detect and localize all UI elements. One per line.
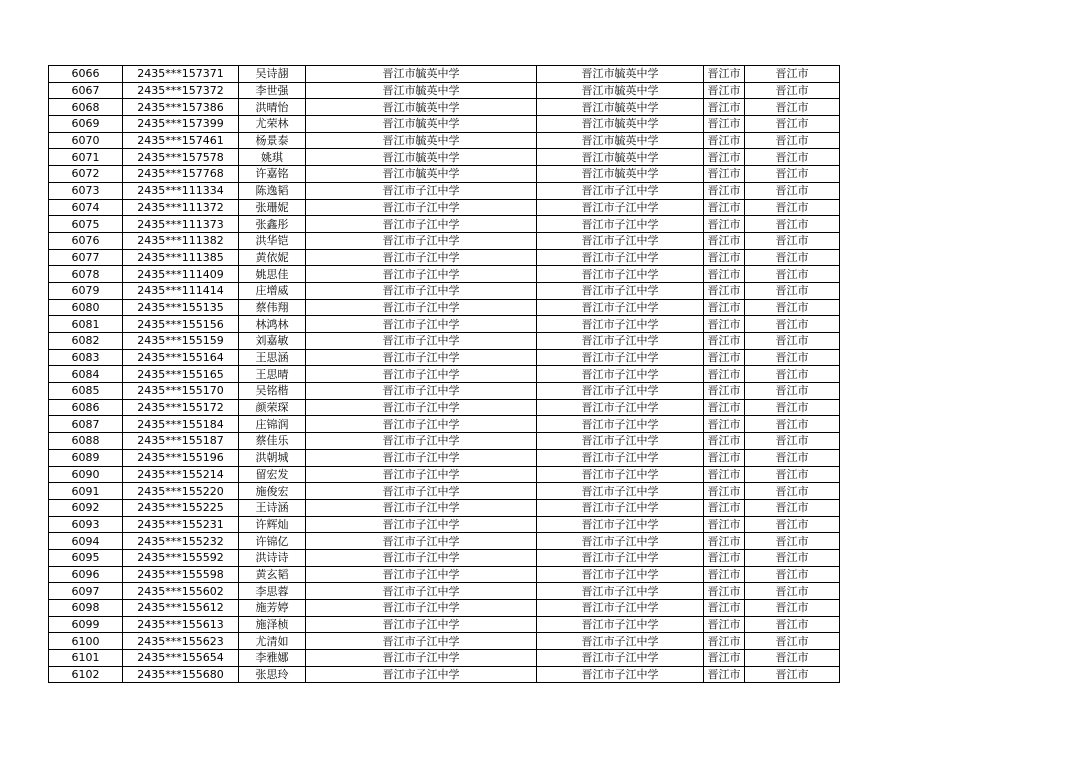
- id-cell: 2435***155613: [123, 616, 239, 633]
- city-cell: 晋江市: [745, 600, 840, 617]
- school-cell: 晋江市子江中学: [537, 499, 704, 516]
- city-cell: 晋江市: [745, 149, 840, 166]
- name-cell: 林鸿林: [239, 316, 306, 333]
- seq-cell: 6066: [49, 66, 123, 83]
- id-cell: 2435***155172: [123, 399, 239, 416]
- id-cell: 2435***111334: [123, 182, 239, 199]
- city-cell: 晋江市: [745, 516, 840, 533]
- school-cell: 晋江市子江中学: [537, 366, 704, 383]
- seq-cell: 6087: [49, 416, 123, 433]
- id-cell: 2435***155623: [123, 633, 239, 650]
- name-cell: 颜荣琛: [239, 399, 306, 416]
- city-cell: 晋江市: [704, 82, 745, 99]
- school-cell: 晋江市子江中学: [306, 383, 537, 400]
- school-cell: 晋江市毓英中学: [306, 132, 537, 149]
- school-cell: 晋江市子江中学: [537, 383, 704, 400]
- name-cell: 王思晴: [239, 366, 306, 383]
- city-cell: 晋江市: [704, 449, 745, 466]
- school-cell: 晋江市毓英中学: [537, 66, 704, 83]
- school-cell: 晋江市毓英中学: [306, 82, 537, 99]
- school-cell: 晋江市毓英中学: [537, 82, 704, 99]
- school-cell: 晋江市毓英中学: [306, 99, 537, 116]
- name-cell: 姚琪: [239, 149, 306, 166]
- name-cell: 尤荣林: [239, 116, 306, 133]
- document-sheet: [48, 65, 840, 683]
- city-cell: 晋江市: [745, 182, 840, 199]
- table-row: [49, 549, 840, 566]
- table-row: [49, 266, 840, 283]
- school-cell: 晋江市子江中学: [306, 483, 537, 500]
- roster-table-body: [49, 66, 840, 683]
- table-row: [49, 650, 840, 667]
- city-cell: 晋江市: [704, 466, 745, 483]
- seq-cell: 6095: [49, 549, 123, 566]
- school-cell: 晋江市子江中学: [306, 399, 537, 416]
- school-cell: 晋江市子江中学: [537, 349, 704, 366]
- school-cell: 晋江市子江中学: [306, 416, 537, 433]
- school-cell: 晋江市子江中学: [537, 266, 704, 283]
- id-cell: 2435***155220: [123, 483, 239, 500]
- school-cell: 晋江市子江中学: [306, 333, 537, 350]
- school-cell: 晋江市毓英中学: [306, 66, 537, 83]
- name-cell: 李世强: [239, 82, 306, 99]
- name-cell: 王诗涵: [239, 499, 306, 516]
- school-cell: 晋江市子江中学: [537, 232, 704, 249]
- school-cell: 晋江市子江中学: [537, 449, 704, 466]
- table-row: [49, 516, 840, 533]
- school-cell: 晋江市子江中学: [306, 666, 537, 683]
- city-cell: 晋江市: [745, 232, 840, 249]
- city-cell: 晋江市: [745, 466, 840, 483]
- city-cell: 晋江市: [704, 149, 745, 166]
- school-cell: 晋江市子江中学: [537, 216, 704, 233]
- table-row: [49, 499, 840, 516]
- seq-cell: 6081: [49, 316, 123, 333]
- city-cell: 晋江市: [704, 666, 745, 683]
- id-cell: 2435***111382: [123, 232, 239, 249]
- table-row: [49, 433, 840, 450]
- name-cell: 尤清如: [239, 633, 306, 650]
- school-cell: 晋江市子江中学: [537, 399, 704, 416]
- city-cell: 晋江市: [745, 349, 840, 366]
- table-row: [49, 333, 840, 350]
- id-cell: 2435***157399: [123, 116, 239, 133]
- table-row: [49, 600, 840, 617]
- table-row: [49, 583, 840, 600]
- city-cell: 晋江市: [745, 483, 840, 500]
- city-cell: 晋江市: [704, 349, 745, 366]
- name-cell: 庄增威: [239, 282, 306, 299]
- school-cell: 晋江市子江中学: [537, 566, 704, 583]
- school-cell: 晋江市子江中学: [537, 483, 704, 500]
- seq-cell: 6079: [49, 282, 123, 299]
- name-cell: 许辉灿: [239, 516, 306, 533]
- school-cell: 晋江市子江中学: [537, 533, 704, 550]
- city-cell: 晋江市: [745, 99, 840, 116]
- roster-table: [48, 65, 840, 683]
- name-cell: 张珊妮: [239, 199, 306, 216]
- city-cell: 晋江市: [745, 399, 840, 416]
- name-cell: 许锦亿: [239, 533, 306, 550]
- table-row: [49, 282, 840, 299]
- seq-cell: 6082: [49, 333, 123, 350]
- school-cell: 晋江市子江中学: [537, 466, 704, 483]
- city-cell: 晋江市: [704, 216, 745, 233]
- table-row: [49, 216, 840, 233]
- name-cell: 黄依妮: [239, 249, 306, 266]
- city-cell: 晋江市: [745, 666, 840, 683]
- seq-cell: 6102: [49, 666, 123, 683]
- table-row: [49, 66, 840, 83]
- name-cell: 洪晴怡: [239, 99, 306, 116]
- name-cell: 蔡伟翔: [239, 299, 306, 316]
- seq-cell: 6098: [49, 600, 123, 617]
- id-cell: 2435***155196: [123, 449, 239, 466]
- table-row: [49, 666, 840, 683]
- id-cell: 2435***111385: [123, 249, 239, 266]
- name-cell: 刘嘉敏: [239, 333, 306, 350]
- table-row: [49, 399, 840, 416]
- name-cell: 吴诗翓: [239, 66, 306, 83]
- school-cell: 晋江市子江中学: [306, 466, 537, 483]
- name-cell: 李思蓉: [239, 583, 306, 600]
- id-cell: 2435***157386: [123, 99, 239, 116]
- city-cell: 晋江市: [745, 266, 840, 283]
- school-cell: 晋江市子江中学: [537, 433, 704, 450]
- seq-cell: 6068: [49, 99, 123, 116]
- school-cell: 晋江市子江中学: [306, 433, 537, 450]
- school-cell: 晋江市子江中学: [537, 666, 704, 683]
- table-row: [49, 383, 840, 400]
- city-cell: 晋江市: [745, 66, 840, 83]
- city-cell: 晋江市: [745, 549, 840, 566]
- table-row: [49, 232, 840, 249]
- school-cell: 晋江市子江中学: [537, 616, 704, 633]
- table-row: [49, 566, 840, 583]
- city-cell: 晋江市: [745, 633, 840, 650]
- table-row: [49, 249, 840, 266]
- seq-cell: 6091: [49, 483, 123, 500]
- table-row: [49, 416, 840, 433]
- id-cell: 2435***111414: [123, 282, 239, 299]
- school-cell: 晋江市子江中学: [306, 600, 537, 617]
- city-cell: 晋江市: [745, 650, 840, 667]
- id-cell: 2435***155164: [123, 349, 239, 366]
- id-cell: 2435***111373: [123, 216, 239, 233]
- school-cell: 晋江市子江中学: [306, 633, 537, 650]
- city-cell: 晋江市: [745, 383, 840, 400]
- id-cell: 2435***157371: [123, 66, 239, 83]
- id-cell: 2435***155165: [123, 366, 239, 383]
- city-cell: 晋江市: [704, 499, 745, 516]
- seq-cell: 6094: [49, 533, 123, 550]
- school-cell: 晋江市子江中学: [306, 182, 537, 199]
- table-row: [49, 99, 840, 116]
- seq-cell: 6100: [49, 633, 123, 650]
- city-cell: 晋江市: [704, 583, 745, 600]
- city-cell: 晋江市: [704, 232, 745, 249]
- city-cell: 晋江市: [704, 516, 745, 533]
- id-cell: 2435***155602: [123, 583, 239, 600]
- city-cell: 晋江市: [704, 533, 745, 550]
- table-row: [49, 299, 840, 316]
- name-cell: 施俊宏: [239, 483, 306, 500]
- table-row: [49, 316, 840, 333]
- city-cell: 晋江市: [704, 399, 745, 416]
- name-cell: 黄玄韬: [239, 566, 306, 583]
- table-row: [49, 199, 840, 216]
- seq-cell: 6078: [49, 266, 123, 283]
- city-cell: 晋江市: [745, 282, 840, 299]
- seq-cell: 6070: [49, 132, 123, 149]
- table-row: [49, 82, 840, 99]
- seq-cell: 6073: [49, 182, 123, 199]
- city-cell: 晋江市: [704, 433, 745, 450]
- city-cell: 晋江市: [704, 249, 745, 266]
- school-cell: 晋江市毓英中学: [537, 132, 704, 149]
- city-cell: 晋江市: [704, 650, 745, 667]
- city-cell: 晋江市: [704, 182, 745, 199]
- seq-cell: 6085: [49, 383, 123, 400]
- school-cell: 晋江市子江中学: [306, 566, 537, 583]
- id-cell: 2435***155598: [123, 566, 239, 583]
- seq-cell: 6074: [49, 199, 123, 216]
- school-cell: 晋江市子江中学: [537, 633, 704, 650]
- name-cell: 张思玲: [239, 666, 306, 683]
- city-cell: 晋江市: [704, 416, 745, 433]
- table-row: [49, 449, 840, 466]
- id-cell: 2435***157578: [123, 149, 239, 166]
- seq-cell: 6072: [49, 166, 123, 183]
- id-cell: 2435***155159: [123, 333, 239, 350]
- id-cell: 2435***155232: [123, 533, 239, 550]
- city-cell: 晋江市: [745, 366, 840, 383]
- city-cell: 晋江市: [704, 266, 745, 283]
- name-cell: 洪诗诗: [239, 549, 306, 566]
- school-cell: 晋江市子江中学: [306, 349, 537, 366]
- table-row: [49, 149, 840, 166]
- seq-cell: 6093: [49, 516, 123, 533]
- table-row: [49, 616, 840, 633]
- seq-cell: 6101: [49, 650, 123, 667]
- school-cell: 晋江市子江中学: [306, 366, 537, 383]
- seq-cell: 6069: [49, 116, 123, 133]
- school-cell: 晋江市子江中学: [537, 316, 704, 333]
- table-row: [49, 182, 840, 199]
- city-cell: 晋江市: [704, 549, 745, 566]
- school-cell: 晋江市子江中学: [306, 616, 537, 633]
- school-cell: 晋江市子江中学: [306, 249, 537, 266]
- school-cell: 晋江市子江中学: [306, 533, 537, 550]
- id-cell: 2435***155592: [123, 549, 239, 566]
- seq-cell: 6097: [49, 583, 123, 600]
- city-cell: 晋江市: [745, 316, 840, 333]
- city-cell: 晋江市: [745, 216, 840, 233]
- seq-cell: 6088: [49, 433, 123, 450]
- school-cell: 晋江市子江中学: [306, 549, 537, 566]
- seq-cell: 6090: [49, 466, 123, 483]
- city-cell: 晋江市: [745, 533, 840, 550]
- city-cell: 晋江市: [745, 616, 840, 633]
- table-row: [49, 633, 840, 650]
- school-cell: 晋江市子江中学: [537, 516, 704, 533]
- city-cell: 晋江市: [745, 449, 840, 466]
- city-cell: 晋江市: [745, 82, 840, 99]
- seq-cell: 6089: [49, 449, 123, 466]
- name-cell: 陈逸韬: [239, 182, 306, 199]
- city-cell: 晋江市: [704, 383, 745, 400]
- id-cell: 2435***157768: [123, 166, 239, 183]
- school-cell: 晋江市子江中学: [537, 416, 704, 433]
- school-cell: 晋江市子江中学: [537, 182, 704, 199]
- seq-cell: 6075: [49, 216, 123, 233]
- school-cell: 晋江市子江中学: [537, 549, 704, 566]
- school-cell: 晋江市毓英中学: [537, 149, 704, 166]
- city-cell: 晋江市: [745, 166, 840, 183]
- name-cell: 洪华铠: [239, 232, 306, 249]
- table-row: [49, 349, 840, 366]
- school-cell: 晋江市子江中学: [306, 282, 537, 299]
- city-cell: 晋江市: [745, 249, 840, 266]
- seq-cell: 6083: [49, 349, 123, 366]
- city-cell: 晋江市: [704, 116, 745, 133]
- id-cell: 2435***157372: [123, 82, 239, 99]
- id-cell: 2435***155654: [123, 650, 239, 667]
- id-cell: 2435***155187: [123, 433, 239, 450]
- school-cell: 晋江市子江中学: [537, 282, 704, 299]
- table-row: [49, 483, 840, 500]
- city-cell: 晋江市: [745, 566, 840, 583]
- seq-cell: 6077: [49, 249, 123, 266]
- id-cell: 2435***155612: [123, 600, 239, 617]
- id-cell: 2435***157461: [123, 132, 239, 149]
- school-cell: 晋江市子江中学: [306, 650, 537, 667]
- name-cell: 张鑫彤: [239, 216, 306, 233]
- city-cell: 晋江市: [745, 433, 840, 450]
- id-cell: 2435***155170: [123, 383, 239, 400]
- id-cell: 2435***155184: [123, 416, 239, 433]
- seq-cell: 6080: [49, 299, 123, 316]
- seq-cell: 6076: [49, 232, 123, 249]
- name-cell: 留宏发: [239, 466, 306, 483]
- school-cell: 晋江市子江中学: [537, 249, 704, 266]
- school-cell: 晋江市毓英中学: [306, 149, 537, 166]
- school-cell: 晋江市子江中学: [306, 266, 537, 283]
- city-cell: 晋江市: [745, 199, 840, 216]
- id-cell: 2435***155680: [123, 666, 239, 683]
- id-cell: 2435***111409: [123, 266, 239, 283]
- school-cell: 晋江市毓英中学: [537, 166, 704, 183]
- city-cell: 晋江市: [745, 333, 840, 350]
- city-cell: 晋江市: [704, 282, 745, 299]
- school-cell: 晋江市毓英中学: [537, 99, 704, 116]
- name-cell: 吴铭楷: [239, 383, 306, 400]
- school-cell: 晋江市子江中学: [306, 449, 537, 466]
- school-cell: 晋江市毓英中学: [537, 116, 704, 133]
- table-row: [49, 366, 840, 383]
- seq-cell: 6086: [49, 399, 123, 416]
- school-cell: 晋江市子江中学: [537, 600, 704, 617]
- id-cell: 2435***155156: [123, 316, 239, 333]
- city-cell: 晋江市: [704, 132, 745, 149]
- city-cell: 晋江市: [745, 132, 840, 149]
- name-cell: 王思涵: [239, 349, 306, 366]
- city-cell: 晋江市: [704, 366, 745, 383]
- school-cell: 晋江市子江中学: [306, 299, 537, 316]
- id-cell: 2435***155135: [123, 299, 239, 316]
- city-cell: 晋江市: [704, 316, 745, 333]
- school-cell: 晋江市子江中学: [306, 583, 537, 600]
- city-cell: 晋江市: [745, 583, 840, 600]
- city-cell: 晋江市: [704, 600, 745, 617]
- name-cell: 蔡佳乐: [239, 433, 306, 450]
- name-cell: 杨景泰: [239, 132, 306, 149]
- school-cell: 晋江市子江中学: [306, 516, 537, 533]
- school-cell: 晋江市子江中学: [537, 650, 704, 667]
- school-cell: 晋江市子江中学: [537, 299, 704, 316]
- city-cell: 晋江市: [704, 616, 745, 633]
- seq-cell: 6084: [49, 366, 123, 383]
- school-cell: 晋江市子江中学: [537, 583, 704, 600]
- city-cell: 晋江市: [704, 199, 745, 216]
- seq-cell: 6067: [49, 82, 123, 99]
- table-row: [49, 166, 840, 183]
- name-cell: 李雅娜: [239, 650, 306, 667]
- city-cell: 晋江市: [704, 299, 745, 316]
- city-cell: 晋江市: [704, 166, 745, 183]
- city-cell: 晋江市: [745, 116, 840, 133]
- name-cell: 庄锦润: [239, 416, 306, 433]
- table-row: [49, 116, 840, 133]
- city-cell: 晋江市: [745, 299, 840, 316]
- id-cell: 2435***111372: [123, 199, 239, 216]
- id-cell: 2435***155231: [123, 516, 239, 533]
- city-cell: 晋江市: [704, 99, 745, 116]
- city-cell: 晋江市: [704, 66, 745, 83]
- name-cell: 施泽桢: [239, 616, 306, 633]
- city-cell: 晋江市: [704, 333, 745, 350]
- city-cell: 晋江市: [704, 483, 745, 500]
- school-cell: 晋江市子江中学: [537, 199, 704, 216]
- name-cell: 许嘉铭: [239, 166, 306, 183]
- id-cell: 2435***155214: [123, 466, 239, 483]
- city-cell: 晋江市: [704, 566, 745, 583]
- school-cell: 晋江市子江中学: [306, 199, 537, 216]
- name-cell: 洪朝城: [239, 449, 306, 466]
- id-cell: 2435***155225: [123, 499, 239, 516]
- city-cell: 晋江市: [745, 499, 840, 516]
- city-cell: 晋江市: [745, 416, 840, 433]
- seq-cell: 6099: [49, 616, 123, 633]
- seq-cell: 6096: [49, 566, 123, 583]
- school-cell: 晋江市子江中学: [537, 333, 704, 350]
- table-row: [49, 533, 840, 550]
- school-cell: 晋江市子江中学: [306, 316, 537, 333]
- school-cell: 晋江市毓英中学: [306, 116, 537, 133]
- school-cell: 晋江市子江中学: [306, 232, 537, 249]
- name-cell: 施芳婷: [239, 600, 306, 617]
- table-row: [49, 466, 840, 483]
- school-cell: 晋江市子江中学: [306, 216, 537, 233]
- school-cell: 晋江市毓英中学: [306, 166, 537, 183]
- name-cell: 姚思佳: [239, 266, 306, 283]
- seq-cell: 6092: [49, 499, 123, 516]
- city-cell: 晋江市: [704, 633, 745, 650]
- seq-cell: 6071: [49, 149, 123, 166]
- table-row: [49, 132, 840, 149]
- school-cell: 晋江市子江中学: [306, 499, 537, 516]
